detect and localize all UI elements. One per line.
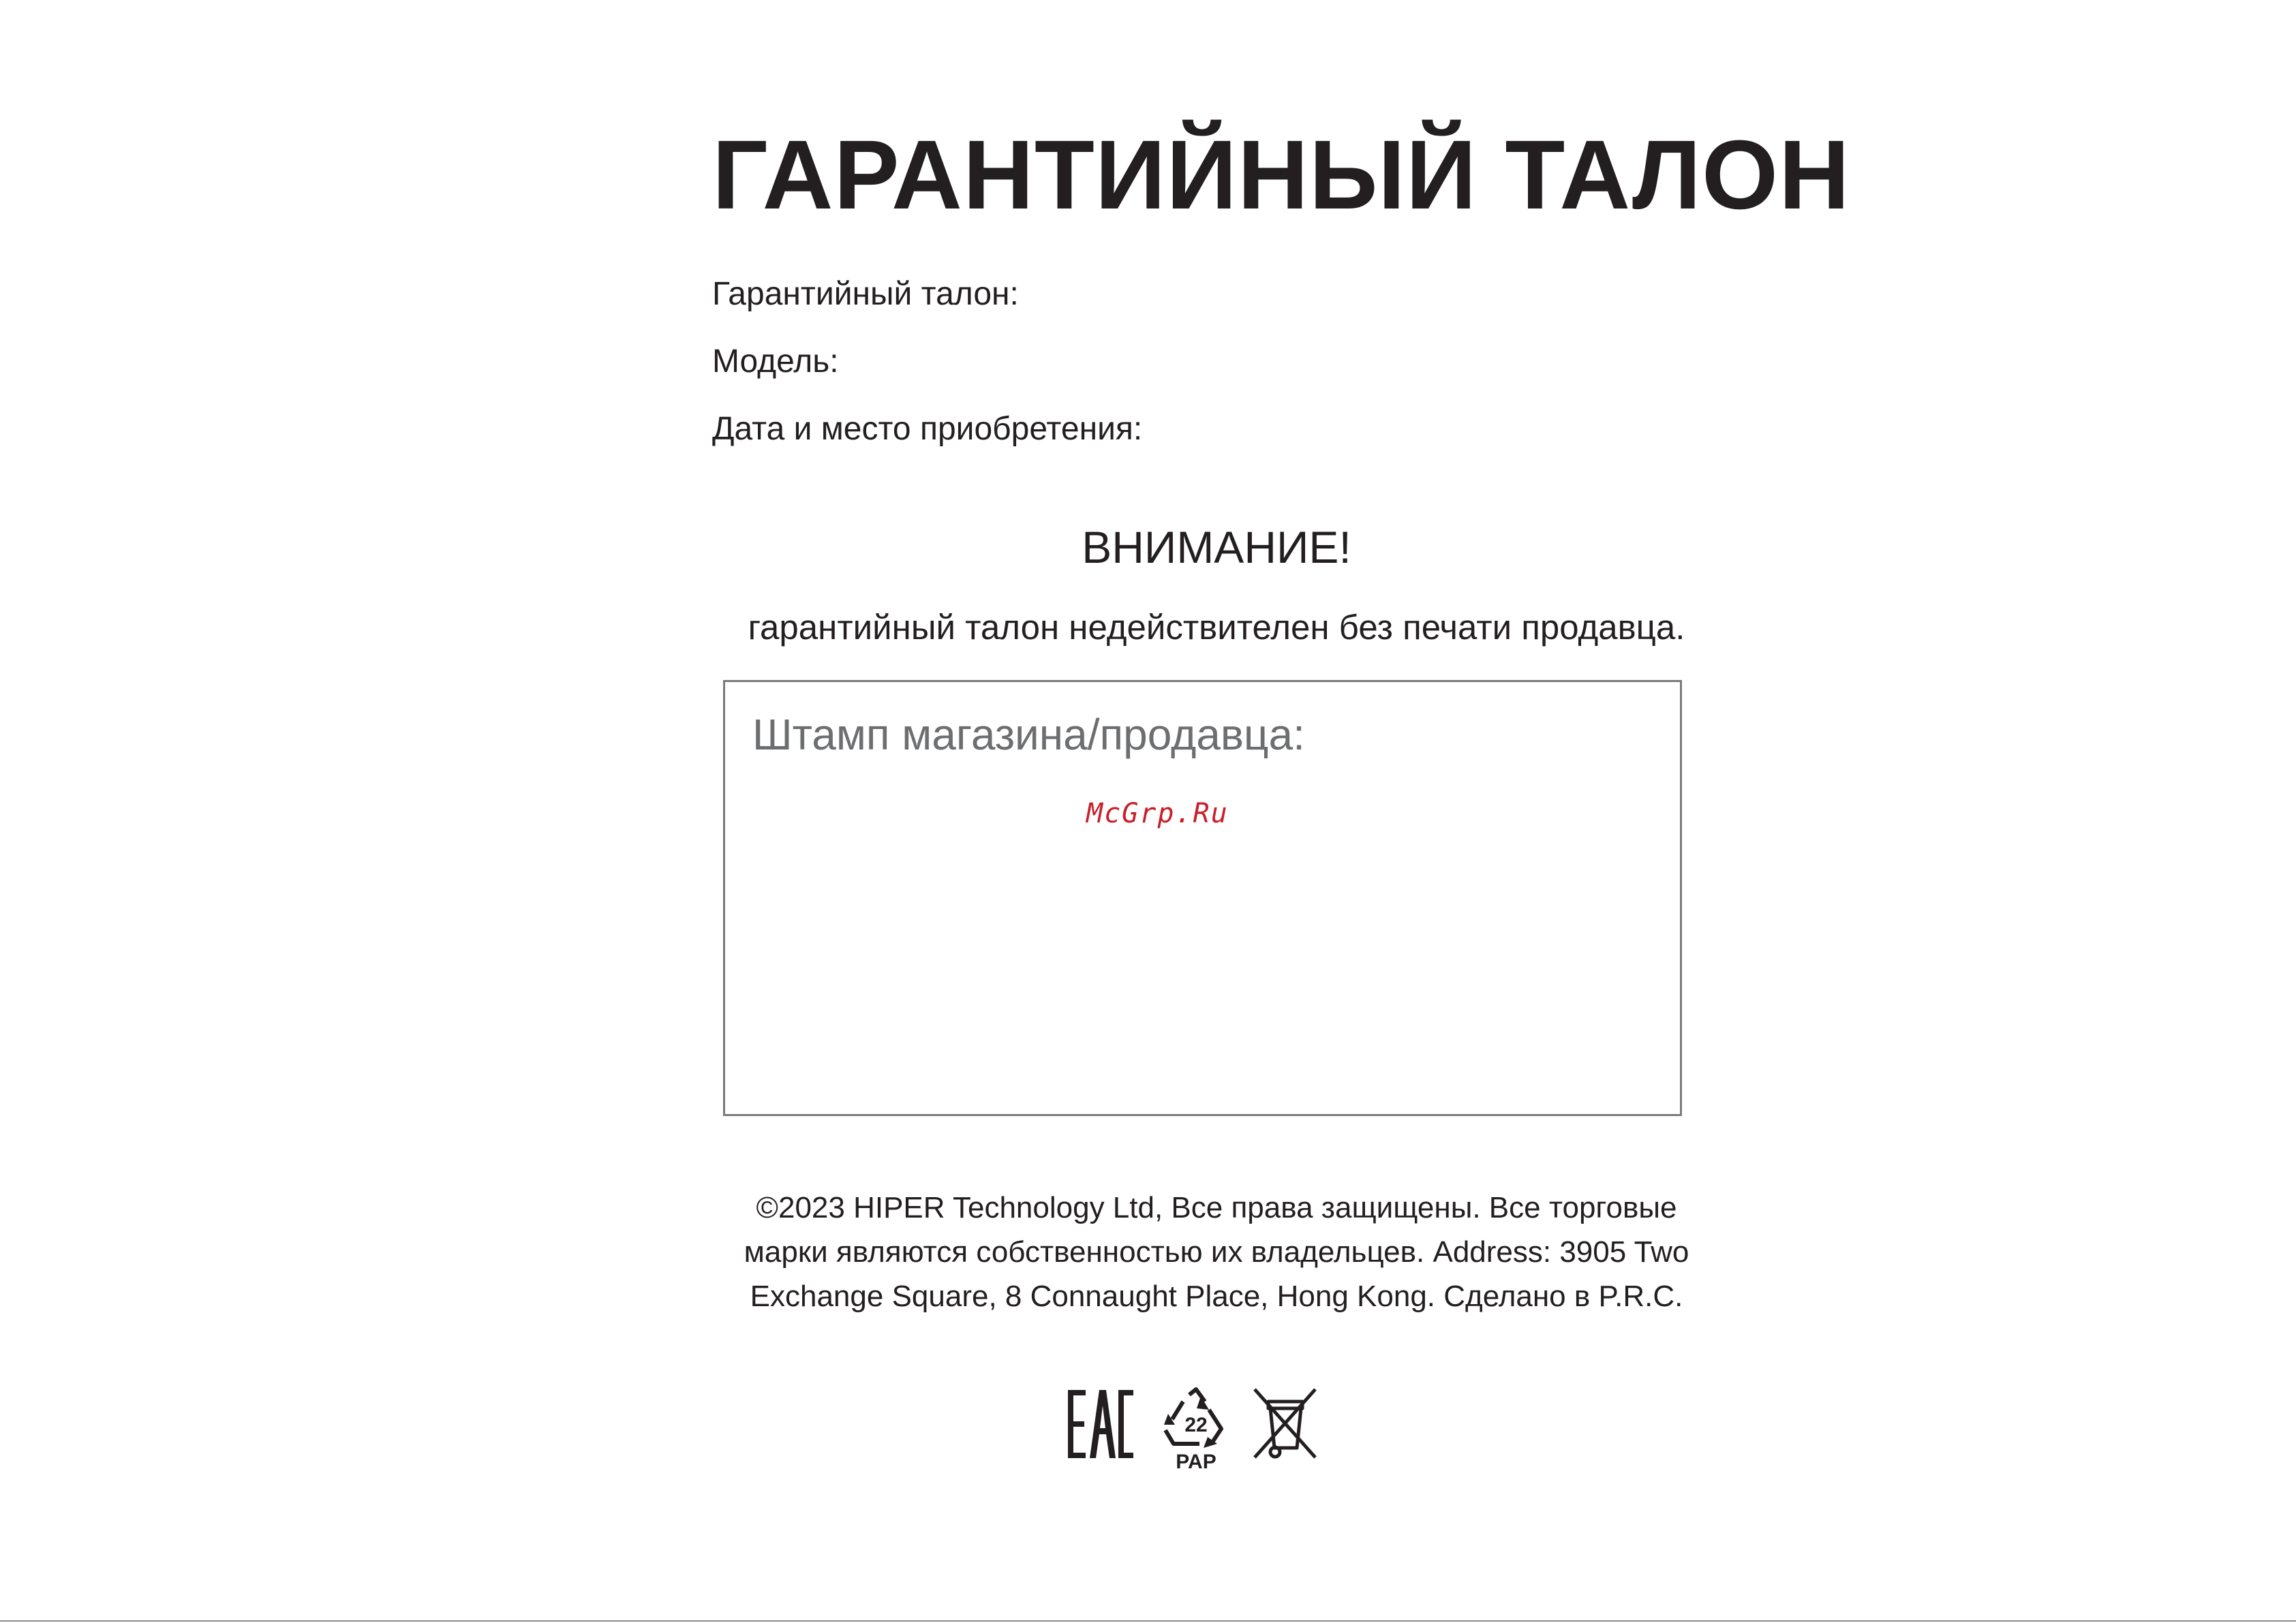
purchase-date-place-field-label: Дата и место приобретения: — [712, 411, 1143, 447]
attention-notice: гарантийный талон недействителен без печати продавца. — [748, 608, 1685, 647]
page-title: ГАРАНТИЙНЫЙ ТАЛОН — [712, 120, 1851, 230]
copyright-line-3: Exchange Square, 8 Connaught Place, Hong Kong. Сделано в P.R.C. — [750, 1280, 1683, 1313]
stamp-label: Штамп магазина/продавца: — [752, 710, 1305, 759]
crossed-bin-icon — [1249, 1387, 1321, 1462]
stamp-box — [723, 680, 1682, 1116]
copyright-line-1: ©2023 HIPER Technology Ltd, Все права защищены. Все торговые — [756, 1191, 1677, 1224]
eac-mark-icon — [1067, 1387, 1135, 1462]
warranty-card-field-label: Гарантийный талон: — [712, 276, 1019, 312]
recycle-code: PAP — [1176, 1451, 1216, 1472]
model-field-label: Модель: — [712, 343, 839, 380]
attention-heading: ВНИМАНИЕ! — [1082, 522, 1351, 572]
recycle-number: 22 — [1184, 1414, 1208, 1436]
copyright-notice — [709, 1186, 1724, 1318]
copyright-line-2: марки являются собственностью их владельцев. Address: 3905 Two — [744, 1235, 1689, 1269]
bottom-divider — [0, 1620, 2296, 1622]
recycle-pap-icon — [1159, 1387, 1234, 1472]
watermark: McGrp.Ru — [1086, 798, 1229, 829]
